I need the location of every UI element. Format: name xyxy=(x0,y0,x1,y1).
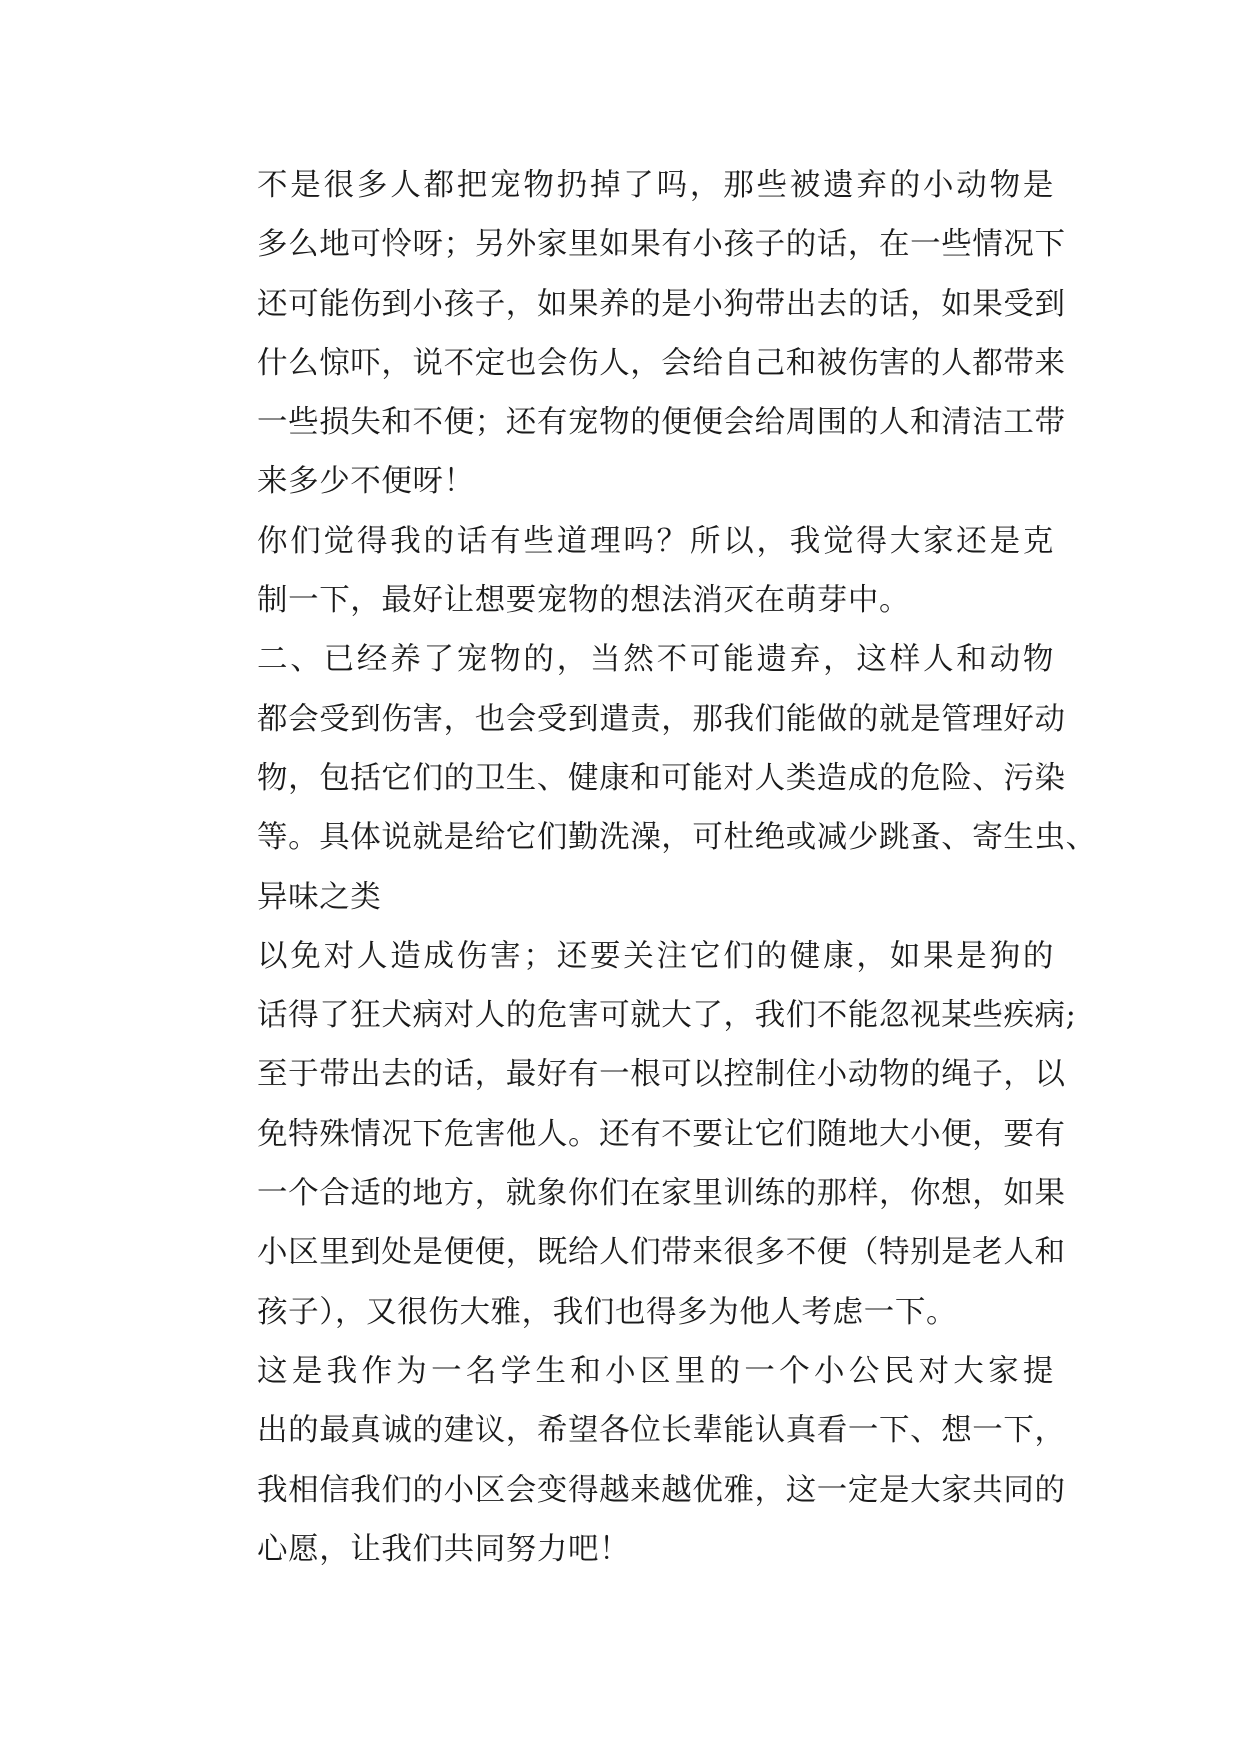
text-line: 多么地可怜呀；另外家里如果有小孩子的话，在一些情况下 xyxy=(257,227,1066,263)
paragraph-2 xyxy=(194,512,1054,631)
text-line: 你们觉得我的话有些道理吗？所以，我觉得大家还是克 xyxy=(257,523,1054,559)
paragraph-3 xyxy=(194,630,1097,926)
paragraph-5 xyxy=(194,1342,1066,1579)
paragraph-4 xyxy=(194,927,1077,1342)
text-line: 出的最真诚的建议，希望各位长辈能认真看一下、想一下， xyxy=(257,1413,1066,1449)
text-line: 等。具体说就是给它们勤洗澡，可杜绝或减少跳蚤、寄生虫、 xyxy=(257,820,1097,856)
text-line: 一个合适的地方，就象你们在家里训练的那样，你想，如果 xyxy=(257,1176,1066,1212)
text-line: 这是我作为一名学生和小区里的一个小公民对大家提 xyxy=(257,1353,1054,1389)
text-line: 异味之类 xyxy=(257,879,382,915)
text-line: 至于带出去的话，最好有一根可以控制住小动物的绳子，以 xyxy=(257,1057,1066,1093)
text-line: 免特殊情况下危害他人。还有不要让它们随地大小便，要有 xyxy=(257,1116,1066,1152)
text-line: 都会受到伤害，也会受到遣责，那我们能做的就是管理好动 xyxy=(257,701,1066,737)
text-line: 物，包括它们的卫生、健康和可能对人类造成的危险、污染 xyxy=(257,760,1066,796)
text-line: 心愿，让我们共同努力吧！ xyxy=(257,1531,631,1567)
text-line: 什么惊吓，说不定也会伤人，会给自己和被伤害的人都带来 xyxy=(257,345,1066,381)
text-line: 还可能伤到小孩子，如果养的是小狗带出去的话，如果受到 xyxy=(257,286,1066,322)
text-line: 小区里到处是便便，既给人们带来很多不便（特别是老人和 xyxy=(257,1235,1066,1271)
text-line: 话得了狂犬病对人的危害可就大了，我们不能忽视某些疾病; xyxy=(257,998,1077,1034)
text-line: 以免对人造成伤害；还要关注它们的健康，如果是狗的 xyxy=(257,938,1054,974)
text-line: 二、已经养了宠物的，当然不可能遗弃，这样人和动物 xyxy=(257,642,1054,678)
text-line: 一些损失和不便；还有宠物的便便会给周围的人和清洁工带 xyxy=(257,405,1066,441)
paragraph-1 xyxy=(194,156,1066,512)
document-body xyxy=(194,156,1097,1579)
text-line: 不是很多人都把宠物扔掉了吗，那些被遗弃的小动物是 xyxy=(257,168,1054,203)
text-line: 孩子），又很伤大雅，我们也得多为他人考虑一下。 xyxy=(257,1294,958,1330)
text-line: 我相信我们的小区会变得越来越优雅，这一定是大家共同的 xyxy=(257,1472,1066,1508)
text-line: 来多少不便呀！ xyxy=(257,464,475,500)
text-line: 制一下，最好让想要宠物的想法消灭在萌芽中。 xyxy=(257,583,911,619)
